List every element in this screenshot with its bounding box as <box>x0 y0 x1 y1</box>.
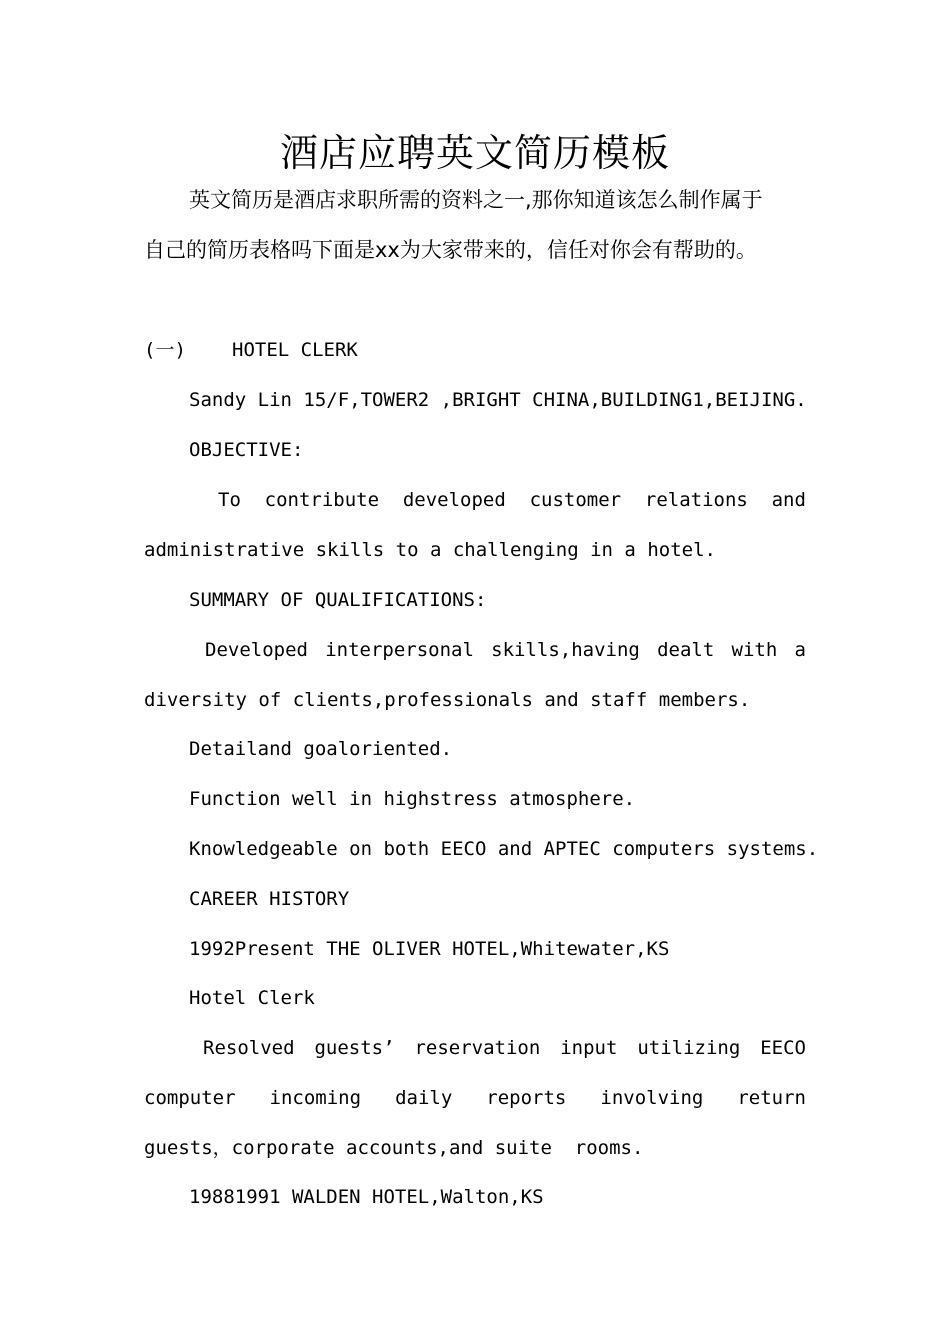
word: relations <box>644 489 748 511</box>
word: and <box>771 489 806 511</box>
word: computer <box>144 1087 236 1109</box>
word: reservation <box>414 1037 541 1059</box>
page-title: 酒店应聘英文简历模板 <box>279 131 670 175</box>
qualification-item-1: Detailand goaloriented. <box>189 738 453 760</box>
intro-line-1: 英文简历是酒店求职所需的资料之一,那你知道该怎么制作属于 <box>189 188 763 212</box>
word: daily <box>395 1087 453 1109</box>
word: EECO <box>760 1037 806 1059</box>
word: input <box>560 1037 618 1059</box>
word: reports <box>486 1087 567 1109</box>
word: Resolved <box>203 1037 295 1059</box>
word: guests’ <box>314 1037 395 1059</box>
word: return <box>737 1087 806 1109</box>
word: contribute <box>264 489 380 511</box>
word: customer <box>529 489 622 511</box>
word: skills,having <box>491 639 640 661</box>
word: To <box>218 489 241 511</box>
word: incoming <box>269 1087 362 1109</box>
summary-line-1 <box>205 635 806 665</box>
word: dealt <box>657 639 715 661</box>
word: developed <box>402 489 506 511</box>
job-1-line-1 <box>203 1033 806 1063</box>
job-2-header: 19881991 WALDEN HOTEL,Walton,KS <box>189 1186 544 1208</box>
word: Developed <box>205 639 308 661</box>
section-number: (一) <box>144 339 186 361</box>
word: involving <box>600 1087 704 1109</box>
objective-label: OBJECTIVE: <box>189 439 304 461</box>
summary-label: SUMMARY OF QUALIFICATIONS: <box>189 589 487 611</box>
job-1-line-3: guests，corporate accounts,and suite rooms. <box>144 1137 644 1159</box>
objective-line-2: administrative skills to a challenging in a hotel. <box>144 539 716 561</box>
objective-line-1 <box>218 485 806 515</box>
job-1-title: Hotel Clerk <box>189 987 315 1009</box>
career-label: CAREER HISTORY <box>189 888 350 910</box>
job-1-line-2 <box>144 1083 806 1113</box>
section-heading: HOTEL CLERK <box>232 339 358 361</box>
qualification-item-3: Knowledgeable on both EECO and APTEC computers systems. <box>189 838 819 860</box>
intro-line-2: 自己的简历表格吗下面是xx为大家带来的，信任对你会有帮助的。 <box>144 238 757 262</box>
word: utilizing <box>637 1037 741 1059</box>
summary-line-2: diversity of clients,professionals and staff members. <box>144 689 751 711</box>
address-line: Sandy Lin 15/F,TOWER2 ,BRIGHT CHINA,BUILDING1,BEIJING. <box>189 389 807 411</box>
word: with <box>731 639 778 661</box>
job-1-header: 1992Present THE OLIVER HOTEL,Whitewater,KS <box>189 938 670 960</box>
word: interpersonal <box>325 639 474 661</box>
qualification-item-2: Function well in highstress atmosphere. <box>189 788 636 810</box>
word: a <box>794 639 806 661</box>
